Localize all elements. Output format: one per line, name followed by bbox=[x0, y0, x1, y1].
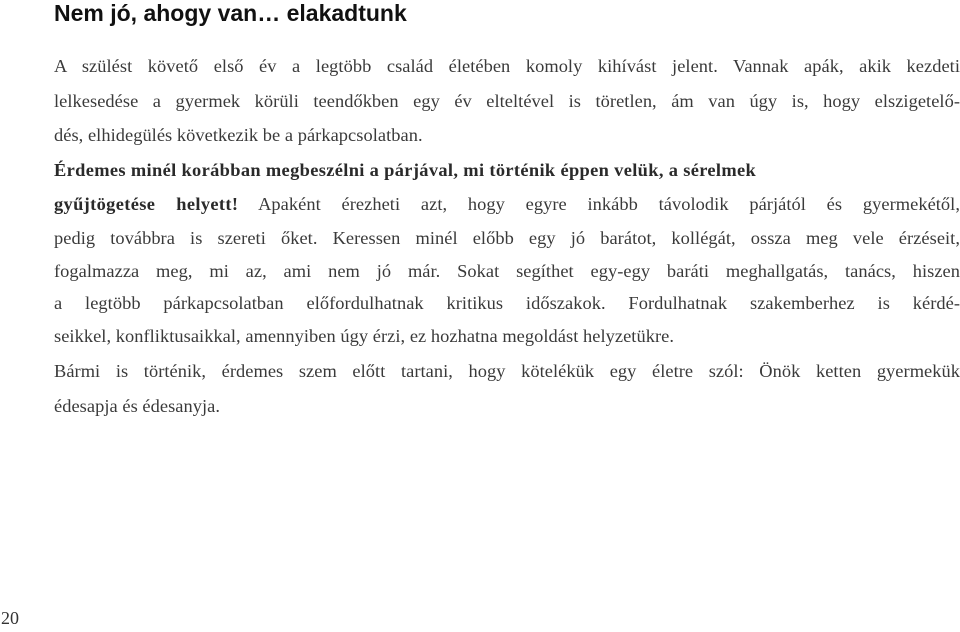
text-line bbox=[54, 224, 960, 252]
text-run: pedig továbbra is szereti őket. Keressen minél előbb egy jó barátot, kollégát, ossza meg vele érzéseit, bbox=[54, 228, 960, 248]
text-line bbox=[54, 289, 960, 317]
text-run: fogalmazza meg, mi az, ami nem jó már. Sokat segíthet egy-egy baráti meghallgatás, tanács, hiszen bbox=[54, 261, 960, 281]
text-line bbox=[54, 121, 960, 149]
text-run: Apaként érezheti azt, hogy egyre inkább távolodik párjától és gyermekétől, bbox=[238, 194, 960, 214]
text-line bbox=[54, 87, 960, 115]
text-line bbox=[54, 392, 960, 420]
text-run: lelkesedése a gyermek körüli teendőkben egy év elteltével is töretlen, ám van úgy is, hogy elszigetelő- bbox=[54, 91, 960, 111]
text-run: édesapja és édesanyja. bbox=[54, 396, 221, 416]
text-run: a legtöbb párkapcsolatban előfordulhatnak kritikus időszakok. Fordulhatnak szakemberhez is kérdé- bbox=[54, 293, 960, 313]
text-run: Bármi is történik, érdemes szem előtt tartani, hogy kötelékük egy életre szól: Önök ketten gyermekük bbox=[54, 361, 960, 381]
bold-text-run: Érdemes minél korábban megbeszélni a párjával, mi történik éppen velük, a sérelmek bbox=[54, 160, 757, 180]
text-line bbox=[54, 156, 960, 184]
text-line bbox=[54, 257, 960, 285]
bold-text-run: gyűjtögetése helyett! bbox=[54, 194, 239, 214]
text-line bbox=[54, 357, 960, 385]
text-line bbox=[54, 52, 960, 80]
text-run: dés, elhidegülés következik be a párkapcsolatban. bbox=[54, 125, 423, 145]
text-run: seikkel, konfliktusaikkal, amennyiben úgy érzi, ez hozhatna megoldást helyzetükre. bbox=[54, 326, 674, 346]
text-run: A szülést követő első év a legtöbb család életében komoly kihívást jelent. Vannak apák, akik kezdeti bbox=[54, 56, 960, 76]
text-line bbox=[54, 322, 960, 350]
section-heading: Nem jó, ahogy van… elakadtunk bbox=[54, 0, 407, 26]
page-number: 20 bbox=[1, 608, 19, 628]
text-line bbox=[54, 190, 960, 218]
